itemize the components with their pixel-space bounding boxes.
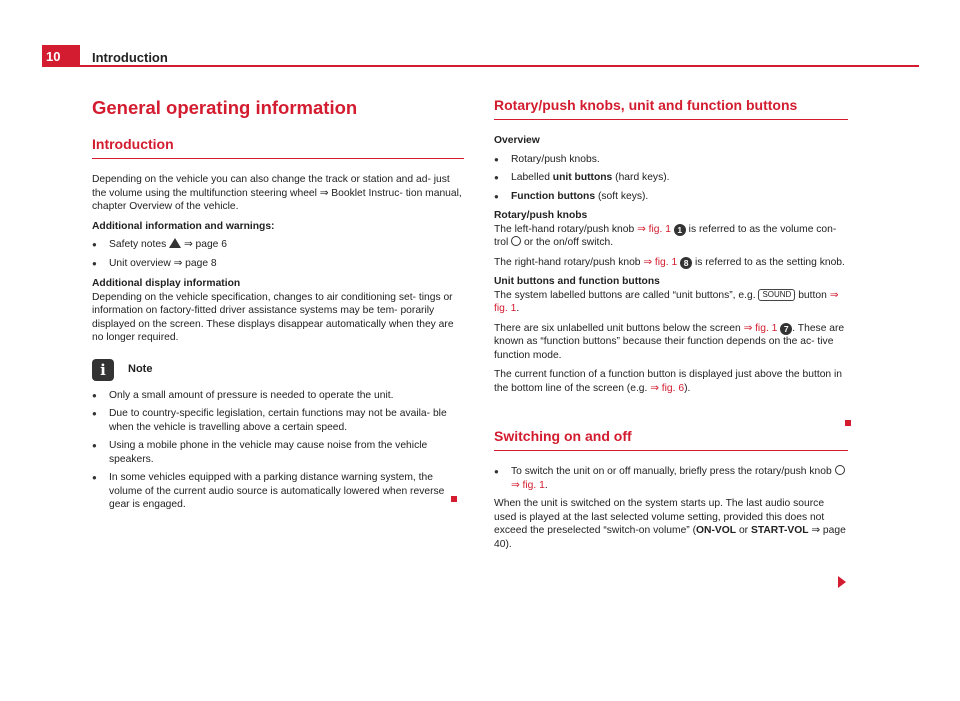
continue-arrow-icon <box>838 576 846 588</box>
intro-paragraph: Depending on the vehicle you can also change the track or station and ad- just the volume using the multifunction steering wheel ⇒ Booklet Instruc- tion manual, chapter Overview of the vehicle. <box>92 174 462 212</box>
knobs-label: Rotary/push knobs <box>494 210 588 221</box>
unit-buttons-paragraph: The system labelled buttons are called “unit buttons”, e.g. SOUND button ⇒ fig. 1. <box>494 289 839 314</box>
warning-triangle-icon <box>169 238 181 248</box>
list-item: ● Function buttons (soft keys). <box>494 190 848 204</box>
list-item: ● Rotary/push knobs. <box>494 153 848 167</box>
additional-info-label: Additional information and warnings: <box>92 220 275 232</box>
callout-badge: 7 <box>780 323 792 335</box>
note-header <box>92 359 464 381</box>
knob-right-paragraph: The right-hand rotary/push knob ⇒ fig. 1 8 is referred to as the setting knob. <box>494 256 845 268</box>
fig-6-link[interactable]: ⇒ fig. 6 <box>650 382 685 394</box>
note-item: ● Due to country-specific legislation, certain functions may not be availa- ble when the vehicle is travelling above a certain speed. <box>92 407 464 434</box>
info-note-icon: i <box>92 359 114 381</box>
switch-on-paragraph: When the unit is switched on the system starts up. The last audio source used is played at the last selected volume setting, provided this does not exceed the preselected “switch-on volume” (ON-VOL or START-VOL ⇒ page 40). <box>494 498 846 550</box>
fig-1-link[interactable]: ⇒ fig. 1 <box>511 479 545 491</box>
list-item: ● Labelled unit buttons (hard keys). <box>494 171 848 185</box>
note-label: Note <box>128 362 153 375</box>
volume-knob-icon <box>835 465 845 475</box>
note-item: ● In some vehicles equipped with a parking distance warning system, the volume of the current audio source is automatically lowered when reverse gear is engaged. <box>92 471 464 512</box>
callout-badge: 8 <box>680 257 692 269</box>
right-column <box>494 96 848 557</box>
list-item: ● To switch the unit on or off manually, briefly press the rotary/push knob ⇒ fig. 1. <box>494 465 848 492</box>
running-header-title: Introduction <box>92 50 168 65</box>
display-info-paragraph: Depending on the vehicle specification, changes to air conditioning set- tings or information on factory-fitted driver assistance systems may be tem- porarily displayed on the screen. These displays disappear automatically when they are no longer required. <box>92 291 454 343</box>
section-end-icon <box>845 420 851 426</box>
knobs-section-heading: Rotary/push knobs, unit and function buttons <box>494 96 848 120</box>
knob-left-paragraph: The left-hand rotary/push knob ⇒ fig. 1 1 is referred to as the volume con- trol or the on/off switch. <box>494 223 837 248</box>
display-info-label: Additional display information <box>92 278 241 289</box>
note-item: ● Using a mobile phone in the vehicle may cause noise from the vehicle speakers. <box>92 439 464 466</box>
left-column <box>92 96 464 517</box>
switching-heading: Switching on and off <box>494 427 848 451</box>
fig-1-link[interactable]: ⇒ fig. 1 <box>637 223 671 235</box>
safety-notes-link[interactable]: ⇒ page 6 <box>184 239 227 250</box>
fig-1-link[interactable]: ⇒ fig. 1 <box>743 322 778 334</box>
header-rule <box>80 65 919 67</box>
page-number: 10 <box>46 49 61 64</box>
function-buttons-paragraph: There are six unlabelled unit buttons below the screen ⇒ fig. 1 7 . These are known as “function buttons” because their function depends on the ac- tive function mode. <box>494 322 845 361</box>
section-end-icon <box>451 496 457 502</box>
list-item: ● Unit overview ⇒ page 8 <box>92 257 464 271</box>
safety-notes-text: Safety notes <box>109 239 167 250</box>
note-item: ● Only a small amount of pressure is needed to operate the unit. <box>92 389 464 403</box>
overview-label: Overview <box>494 135 540 146</box>
fig-1-link[interactable]: ⇒ fig. 1 <box>494 289 839 314</box>
callout-badge: 1 <box>674 224 686 236</box>
main-heading: General operating information <box>92 97 358 118</box>
function-display-paragraph: The current function of a function button is displayed just above the button in the bottom line of the screen (e.g. ⇒ fig. 6). <box>494 369 843 394</box>
volume-knob-icon <box>511 236 521 246</box>
list-item <box>92 238 464 252</box>
sound-key-label: SOUND <box>758 289 795 301</box>
unit-buttons-label: Unit buttons and function buttons <box>494 276 660 287</box>
intro-heading: Introduction <box>92 135 464 159</box>
fig-1-link[interactable]: ⇒ fig. 1 <box>643 256 678 268</box>
